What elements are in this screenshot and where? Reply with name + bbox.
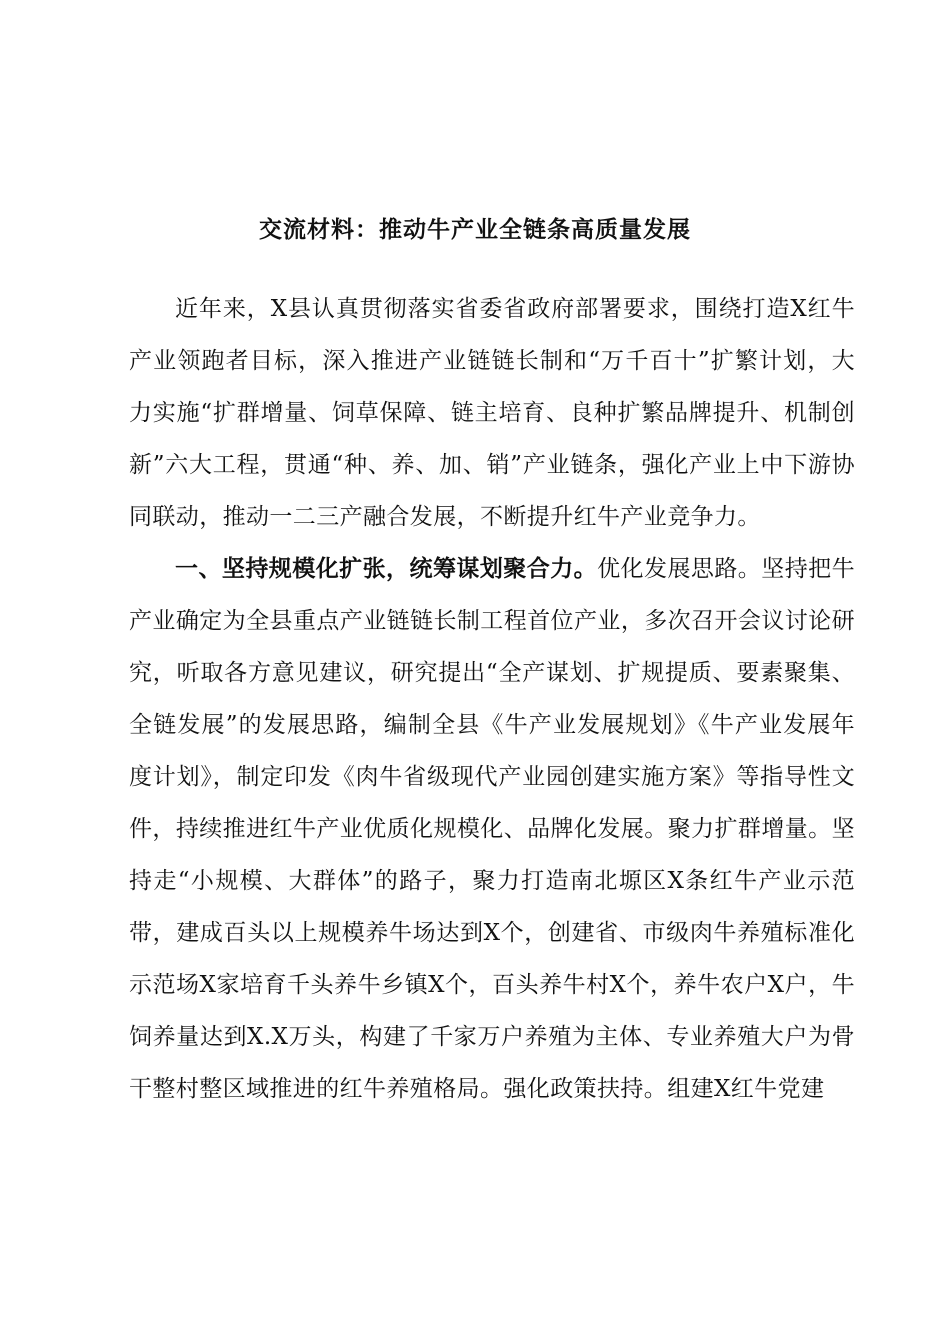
document-body — [129, 283, 855, 1115]
section-1-heading: 一、坚持规模化扩张，统筹谋划聚合力。 — [175, 556, 598, 582]
document-title: 交流材料：推动牛产业全链条高质量发展 — [259, 217, 691, 243]
intro-paragraph: 近年来，X县认真贯彻落实省委省政府部署要求，围绕打造X红牛产业领跑者目标，深入推进产业链链长制和“万千百十”扩繁计划，大力实施“扩群增量、饲草保障、链主培育、良种扩繁品牌提升、机制创新”六大工程，贯通“种、养、加、销”产业链条，强化产业上中下游协同联动，推动一二三产融合发展，不断提升红牛产业竞争力。 — [129, 296, 855, 530]
section-1-paragraph — [129, 543, 855, 1115]
section-1-body: 优化发展思路。坚持把牛产业确定为全县重点产业链链长制工程首位产业，多次召开会议讨论研究，听取各方意见建议，研究提出“全产谋划、扩规提质、要素聚集、全链发展”的发展思路，编制全县《牛产业发展规划》《牛产业发展年度计划》，制定印发《肉牛省级现代产业园创建实施方案》等指导性文件，持续推进红牛产业优质化规模化、品牌化发展。聚力扩群增量。坚持走“小规模、大群体”的路子，聚力打造南北塬区X条红牛产业示范带，建成百头以上规模养牛场达到X个，创建省、市级肉牛养殖标准化示范场X家培育千头养牛乡镇X个，百头养牛村X个，养牛农户X户，牛饲养量达到X.X万头，构建了千家万户养殖为主体、专业养殖大户为骨干整村整区域推进的红牛养殖格局。强化政策扶持。组建X红牛党建 — [129, 556, 855, 1102]
